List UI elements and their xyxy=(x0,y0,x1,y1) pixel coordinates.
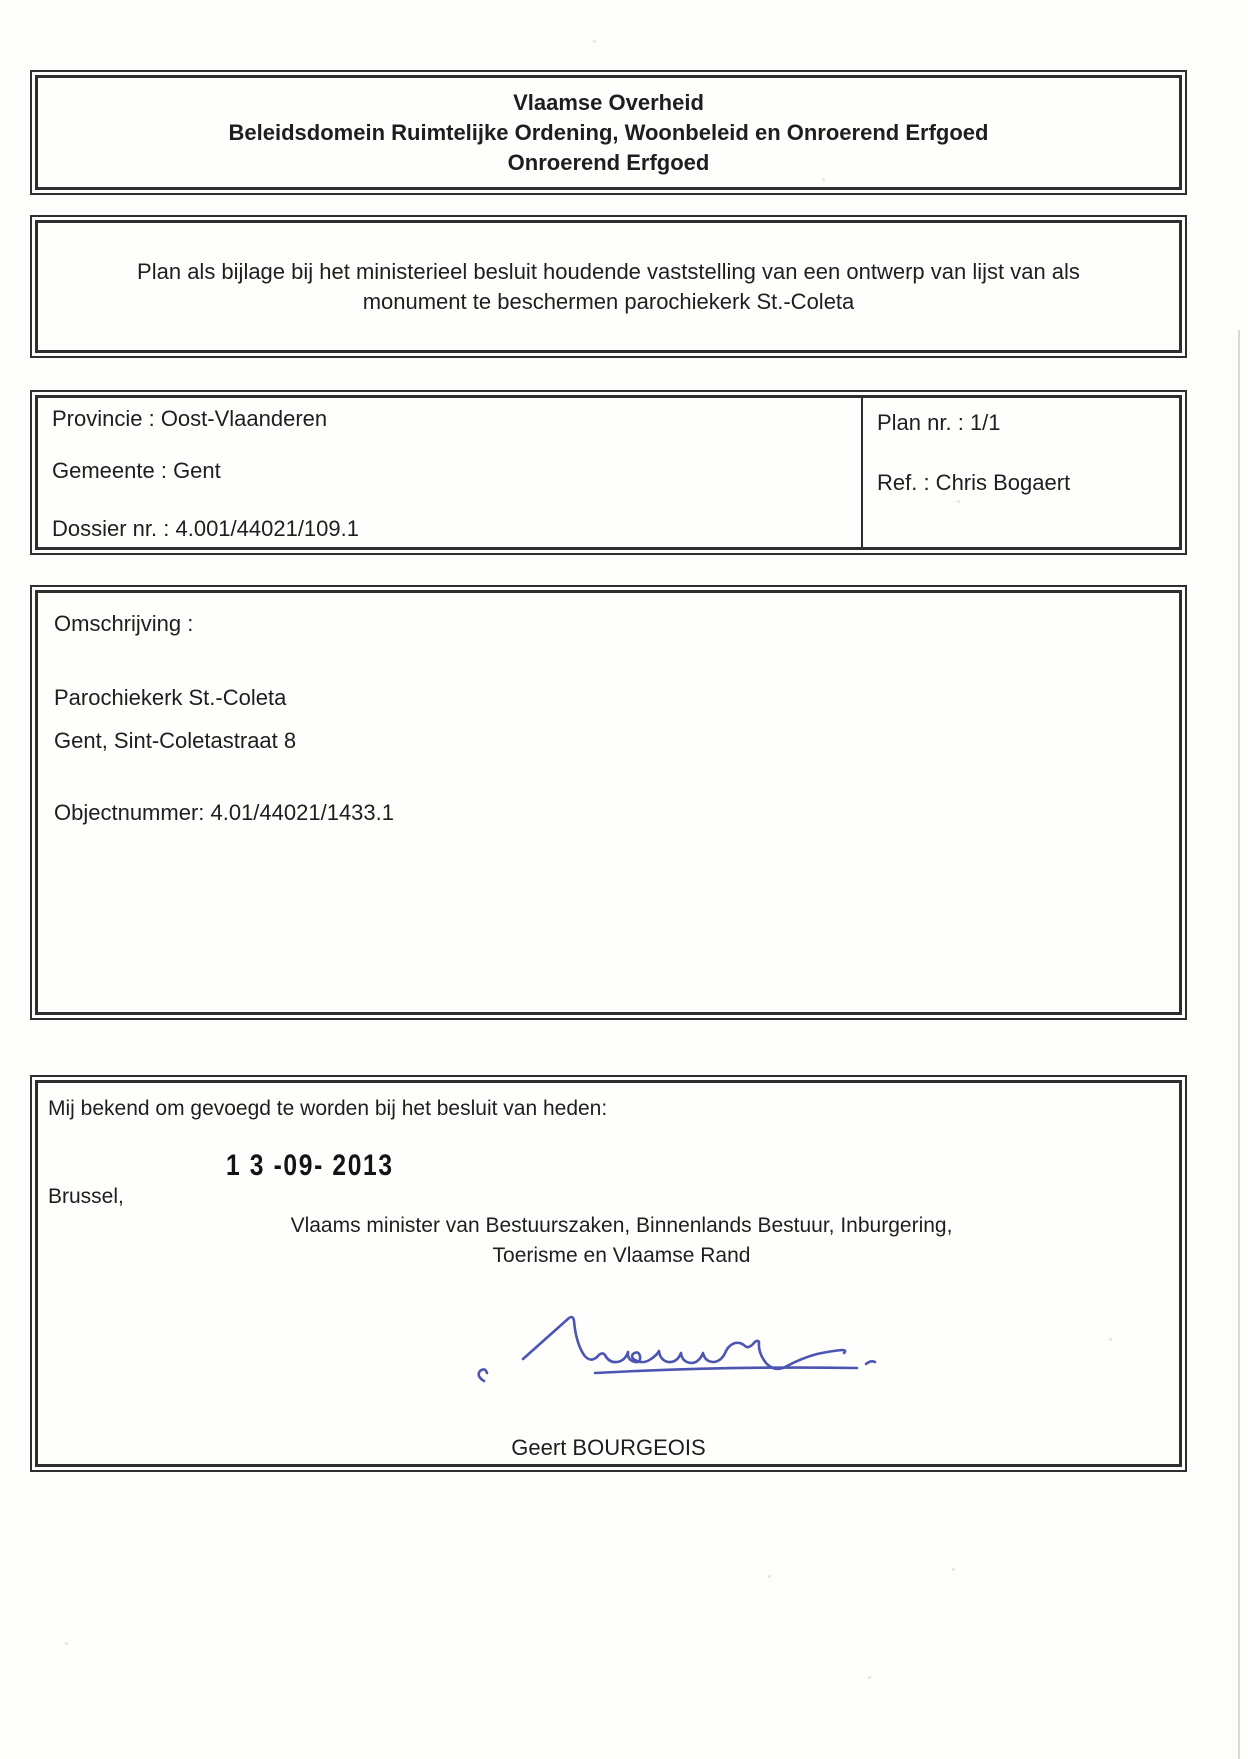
object-address: Gent, Sint-Coletastraat 8 xyxy=(54,728,297,753)
object-name: Parochiekerk St.-Coleta xyxy=(54,685,287,710)
agency-name: Onroerend Erfgoed xyxy=(507,149,710,175)
scan-speck xyxy=(65,1642,68,1645)
gemeente-field: Gemeente : Gent xyxy=(52,458,221,483)
plan-title-line2: monument te beschermen parochiekerk St.-Coleta xyxy=(362,288,855,314)
dossier-nr-field: Dossier nr. : 4.001/44021/109.1 xyxy=(52,516,359,541)
description-label: Omschrijving : xyxy=(54,611,194,636)
header-box xyxy=(30,70,1187,195)
objectnummer-field: Objectnummer: 4.01/44021/1433.1 xyxy=(54,800,395,825)
description-box-inner xyxy=(35,590,1182,1015)
info-box-inner xyxy=(35,395,1182,550)
scan-speck xyxy=(957,500,960,503)
city-label: Brussel, xyxy=(48,1185,124,1208)
date-stamp: 1 3 -09- 2013 xyxy=(226,1149,394,1182)
scan-edge-shadow xyxy=(1238,330,1240,1759)
plan-title-line1: Plan als bijlage bij het ministerieel besluit houdende vaststelling van een ontwerp van lijst van als xyxy=(137,258,1080,284)
scan-speck xyxy=(1109,1338,1112,1341)
minister-title-line2: Toerisme en Vlaamse Rand xyxy=(492,1244,751,1267)
scan-speck xyxy=(822,178,825,181)
info-right-column xyxy=(863,398,1179,547)
scan-speck xyxy=(593,40,596,43)
plan-title-box xyxy=(30,215,1187,358)
info-left-column xyxy=(38,398,863,547)
scan-speck xyxy=(768,1575,771,1578)
minister-title-line1: Vlaams minister van Bestuurszaken, Binnenlands Bestuur, Inburgering, xyxy=(290,1214,953,1237)
provincie-field: Provincie : Oost-Vlaanderen xyxy=(52,406,328,431)
ref-field: Ref. : Chris Bogaert xyxy=(877,470,1071,495)
handwritten-signature xyxy=(453,1305,953,1435)
info-box xyxy=(30,390,1187,555)
plan-title-box-inner xyxy=(35,220,1182,353)
scan-speck xyxy=(952,1568,955,1571)
description-box xyxy=(30,585,1187,1020)
authority-title: Vlaamse Overheid xyxy=(513,89,704,115)
policy-domain: Beleidsdomein Ruimtelijke Ordening, Woonbeleid en Onroerend Erfgoed xyxy=(228,119,989,145)
signature-box-inner xyxy=(35,1080,1182,1467)
attestation-text: Mij bekend om gevoegd te worden bij het besluit van heden: xyxy=(48,1097,608,1120)
signatory-name: Geert BOURGEOIS xyxy=(511,1435,706,1460)
plan-nr-field: Plan nr. : 1/1 xyxy=(877,410,1001,435)
header-box-inner xyxy=(35,75,1182,190)
signature-box xyxy=(30,1075,1187,1472)
info-columns xyxy=(38,398,1179,547)
scan-speck xyxy=(868,1676,871,1679)
